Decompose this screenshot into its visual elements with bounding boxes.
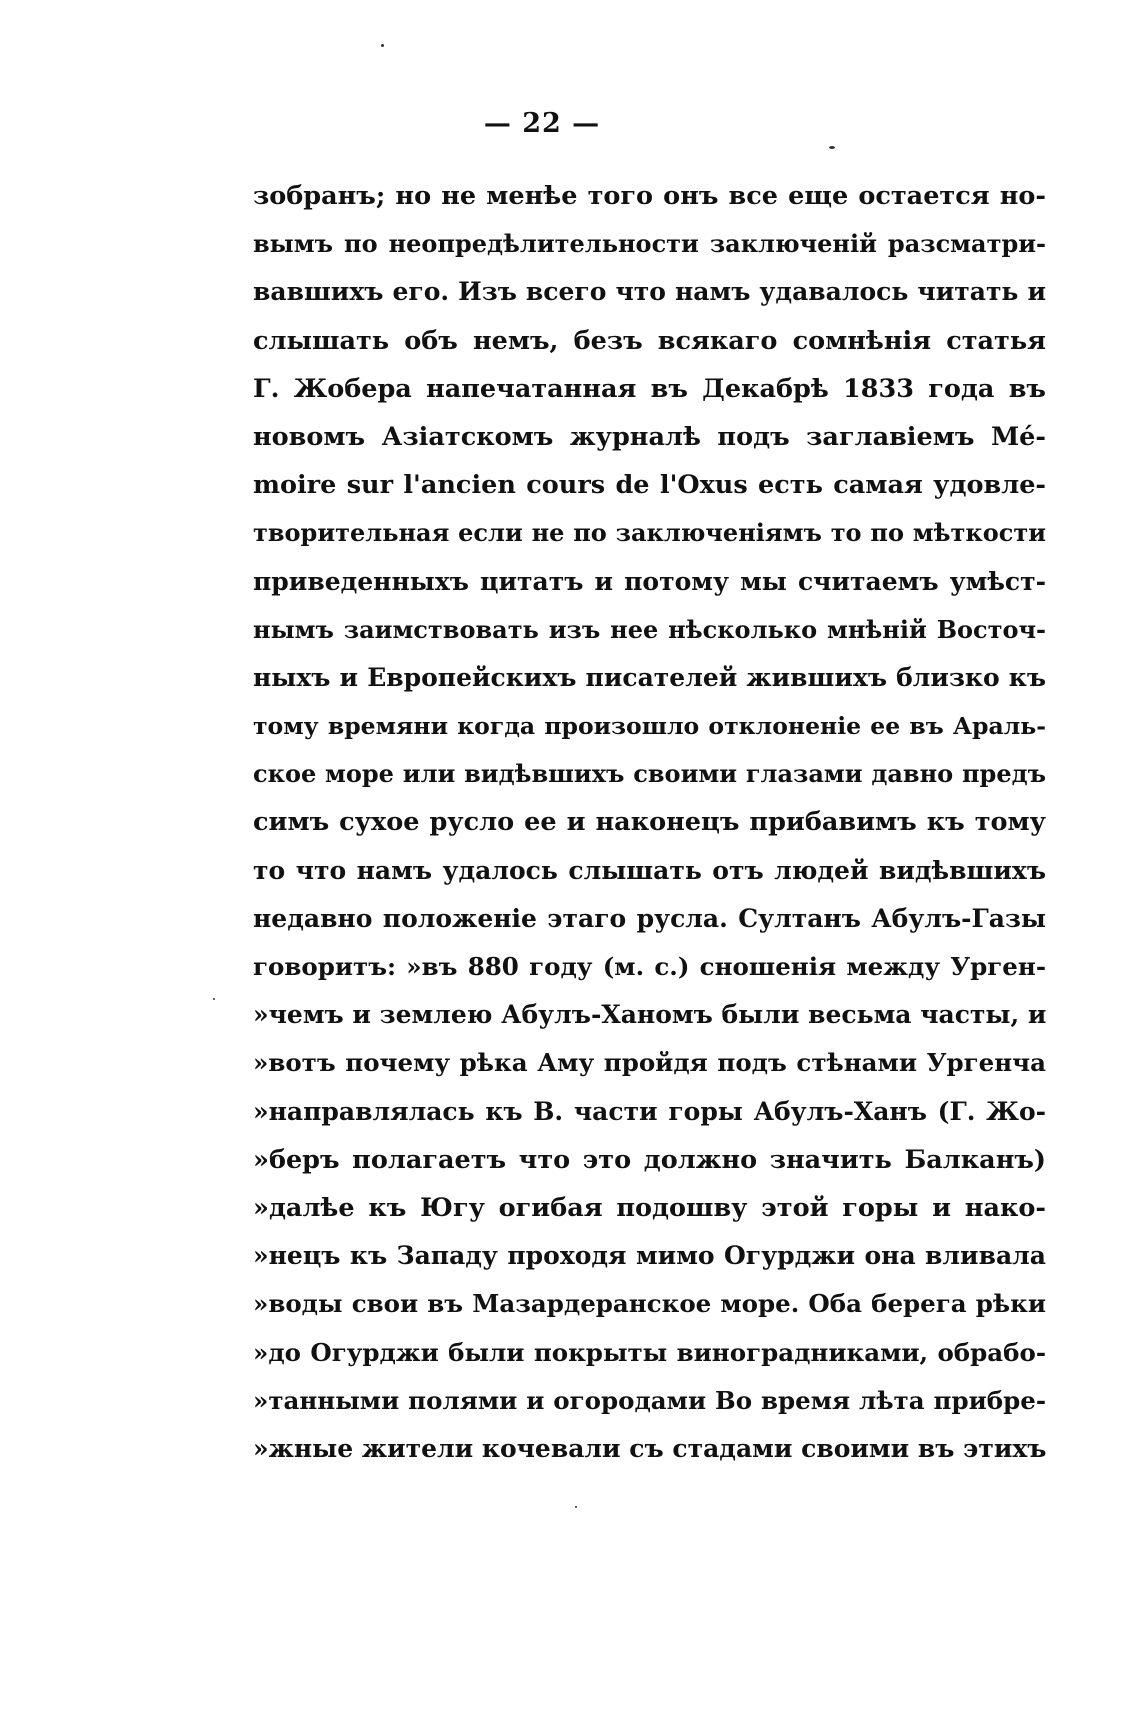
text-line: вавшихъ его. Изъ всего что намъ удавалось читать и bbox=[253, 277, 1046, 307]
text-line: »чемъ и землею Абулъ-Ханомъ были весьма часты, и bbox=[253, 1000, 1046, 1030]
text-line: »жные жители кочевали съ стадами своими въ этихъ bbox=[253, 1433, 1046, 1463]
print-speck bbox=[829, 146, 835, 149]
text-line: »танными полями и огородами Во время лѣта прибре- bbox=[253, 1385, 1046, 1415]
text-line: зобранъ; но не менѣе того онъ все еще остается но- bbox=[253, 181, 1046, 211]
text-line: вымъ по неопредѣлительности заключенiй разсматри- bbox=[253, 229, 1046, 259]
text-line: »далѣе къ Югу огибая подошву этой горы и нако- bbox=[253, 1192, 1046, 1223]
text-line: »вотъ почему рѣка Аму пройдя подъ стѣнами Ургенча bbox=[253, 1048, 1046, 1078]
print-speck bbox=[381, 44, 384, 47]
text-line: приведенныхъ цитатъ и потому мы считаемъ умѣст- bbox=[253, 566, 1046, 596]
text-line: moire sur l'ancien cours de l'Oxus есть самая удовле- bbox=[253, 470, 1046, 501]
text-line: ское море или видѣвшихъ своими глазами давно предъ bbox=[253, 759, 1046, 789]
text-line: ныхъ и Европейскихъ писателей жившихъ близко къ bbox=[253, 662, 1046, 692]
print-speck bbox=[575, 1506, 577, 1508]
text-line: симъ сухое русло ее и наконецъ прибавимъ къ тому bbox=[253, 807, 1046, 838]
text-line: то что намъ удалось слышать отъ людей видѣвшихъ bbox=[253, 855, 1046, 885]
text-line: Г. Жобера напечатанная въ Декабрѣ 1833 года въ bbox=[253, 373, 1046, 404]
text-line: »нецъ къ Западу проходя мимо Огурджи она вливала bbox=[253, 1241, 1046, 1271]
text-line: »беръ полагаетъ что это должно значить Балканъ) bbox=[253, 1144, 1046, 1175]
text-line: нымъ заимствовать изъ нее нѣсколько мнѣнiй Восточ- bbox=[253, 614, 1046, 644]
text-line: слышать объ немъ, безъ всякаго сомнѣнiя статья bbox=[253, 325, 1046, 356]
text-line: новомъ Азiатскомъ журналѣ подъ заглавiемъ Mé- bbox=[253, 421, 1046, 452]
text-line: тому времяни когда произошло отклоненiе ее въ Араль- bbox=[253, 712, 1046, 741]
text-line: »направлялась къ В. части горы Абулъ-Ханъ (Г. Жо- bbox=[253, 1096, 1046, 1126]
page-number: — 22 — bbox=[483, 108, 601, 139]
text-line: »до Огурджи были покрыты виноградниками, обрабо- bbox=[253, 1337, 1046, 1367]
body-text bbox=[253, 176, 1046, 1477]
text-line: »воды свои въ Мазардеранское море. Оба берега рѣки bbox=[253, 1289, 1046, 1319]
print-speck bbox=[213, 998, 215, 1000]
text-line: недавно положенiе этаго русла. Султанъ Абулъ-Газы bbox=[253, 903, 1046, 933]
text-line: творительная если не по заключенiямъ то по мѣткости bbox=[253, 518, 1046, 548]
text-line: говоритъ: »въ 880 году (м. с.) сношенiя между Урген- bbox=[253, 952, 1046, 981]
